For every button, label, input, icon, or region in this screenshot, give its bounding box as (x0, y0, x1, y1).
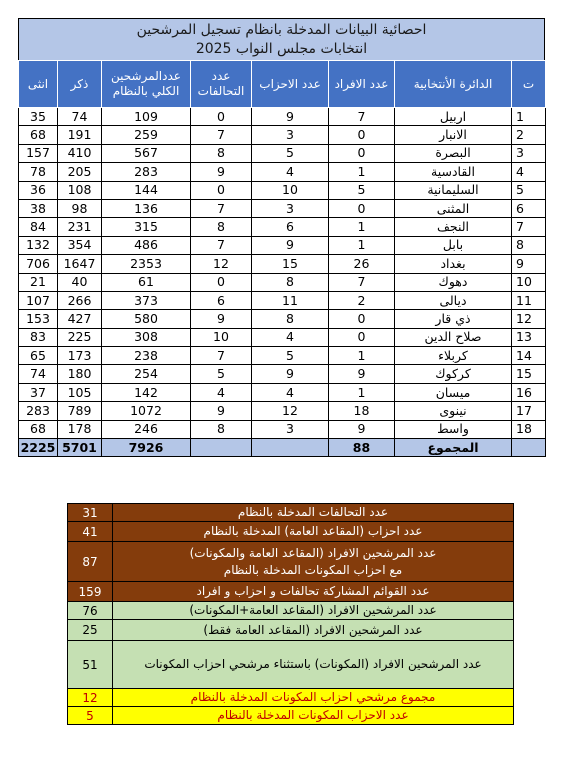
summary-label (113, 582, 514, 602)
alliances-cell: 7 (191, 199, 252, 217)
male-cell: 205 (58, 163, 102, 181)
district-name: كركوك (395, 365, 512, 383)
total-candidates-cell: 136 (102, 199, 191, 217)
female-cell: 132 (19, 236, 58, 254)
title-line-2: انتخابات مجلس النواب 2025 (195, 41, 368, 57)
female-cell: 68 (19, 126, 58, 144)
parties-cell: 4 (252, 163, 329, 181)
total-alliances-blank (191, 439, 252, 457)
row-index: 10 (512, 273, 546, 291)
alliances-cell: 10 (191, 328, 252, 346)
female-cell: 65 (19, 347, 58, 365)
alliances-cell: 12 (191, 255, 252, 273)
row-index: 7 (512, 218, 546, 236)
summary-label (113, 707, 514, 725)
summary-label-line: عدد الاحزاب المكونات المدخلة بالنظام (217, 708, 409, 722)
table-row (19, 126, 546, 144)
individuals-cell: 1 (329, 236, 395, 254)
female-cell: 83 (19, 328, 58, 346)
total-candidates-cell: 1072 (102, 402, 191, 420)
header-parties: عدد الاحزاب (252, 61, 329, 108)
summary-label-line: عدد المرشحين الافراد (المقاعد العامة+المكونات) (189, 603, 437, 617)
row-index: 1 (512, 108, 546, 126)
district-name: القادسية (395, 163, 512, 181)
header-female: انثى (19, 61, 58, 108)
alliances-cell: 8 (191, 144, 252, 162)
district-name: بابل (395, 236, 512, 254)
summary-row (68, 582, 514, 602)
row-index: 12 (512, 310, 546, 328)
total-candidates-cell: 283 (102, 163, 191, 181)
district-name: كربلاء (395, 347, 512, 365)
female-cell: 153 (19, 310, 58, 328)
row-index: 2 (512, 126, 546, 144)
header-row (19, 61, 546, 108)
parties-cell: 11 (252, 291, 329, 309)
summary-label (113, 602, 514, 620)
female-cell: 78 (19, 163, 58, 181)
table-row (19, 402, 546, 420)
male-cell: 180 (58, 365, 102, 383)
summary-value: 51 (68, 641, 113, 689)
row-index: 6 (512, 199, 546, 217)
row-index: 11 (512, 291, 546, 309)
total-candidates-cell: 308 (102, 328, 191, 346)
parties-cell: 10 (252, 181, 329, 199)
summary-label-line: مجموع مرشحي احزاب المكونات المدخلة بالنظام (190, 690, 436, 704)
total-candidates-cell: 373 (102, 291, 191, 309)
parties-cell: 4 (252, 383, 329, 401)
individuals-cell: 9 (329, 365, 395, 383)
summary-label-line: عدد المرشحين الافراد (المكونات) باستثناء مرشحي احزاب المكونات (144, 657, 482, 671)
total-candidates: 7926 (102, 439, 191, 457)
summary-row (68, 689, 514, 707)
total-female: 2225 (19, 439, 58, 457)
table-row (19, 328, 546, 346)
total-blank-cell (512, 439, 546, 457)
individuals-cell: 9 (329, 420, 395, 438)
table-row (19, 218, 546, 236)
district-name: اربيل (395, 108, 512, 126)
male-cell: 225 (58, 328, 102, 346)
row-index: 14 (512, 347, 546, 365)
alliances-cell: 9 (191, 163, 252, 181)
alliances-cell: 9 (191, 402, 252, 420)
district-name: المثنى (395, 199, 512, 217)
row-index: 9 (512, 255, 546, 273)
summary-value: 159 (68, 582, 113, 602)
district-name: دهوك (395, 273, 512, 291)
summary-label-line: عدد القوائم المشاركة تحالفات و احزاب و افراد (196, 584, 430, 598)
male-cell: 427 (58, 310, 102, 328)
parties-cell: 9 (252, 108, 329, 126)
table-row (19, 181, 546, 199)
individuals-cell: 1 (329, 347, 395, 365)
male-cell: 410 (58, 144, 102, 162)
parties-cell: 3 (252, 126, 329, 144)
title-line-1: احصائية البيانات المدخلة بانظام تسجيل المرشحين (136, 22, 427, 38)
summary-label-line: عدد احزاب (المقاعد العامة) المدخلة بالنظام (203, 524, 423, 538)
summary-label (113, 504, 514, 522)
individuals-cell: 1 (329, 383, 395, 401)
table-row (19, 236, 546, 254)
individuals-cell: 2 (329, 291, 395, 309)
individuals-cell: 26 (329, 255, 395, 273)
individuals-cell: 1 (329, 218, 395, 236)
summary-value: 5 (68, 707, 113, 725)
summary-value: 12 (68, 689, 113, 707)
parties-cell: 15 (252, 255, 329, 273)
header-index: ت (512, 61, 546, 108)
table-row (19, 144, 546, 162)
row-index: 8 (512, 236, 546, 254)
summary-label (113, 641, 514, 689)
male-cell: 1647 (58, 255, 102, 273)
table-row (19, 273, 546, 291)
male-cell: 354 (58, 236, 102, 254)
parties-cell: 6 (252, 218, 329, 236)
district-stats-table (18, 60, 546, 457)
table-row (19, 163, 546, 181)
total-candidates-cell: 486 (102, 236, 191, 254)
female-cell: 706 (19, 255, 58, 273)
male-cell: 105 (58, 383, 102, 401)
total-candidates-cell: 246 (102, 420, 191, 438)
total-row (19, 439, 546, 457)
district-name: ديالى (395, 291, 512, 309)
district-name: السليمانية (395, 181, 512, 199)
total-candidates-cell: 61 (102, 273, 191, 291)
alliances-cell: 4 (191, 383, 252, 401)
summary-label (113, 542, 514, 582)
district-name: بغداد (395, 255, 512, 273)
summary-row (68, 620, 514, 641)
summary-row (68, 504, 514, 522)
table-row (19, 108, 546, 126)
parties-cell: 3 (252, 420, 329, 438)
alliances-cell: 0 (191, 181, 252, 199)
district-name: واسط (395, 420, 512, 438)
female-cell: 35 (19, 108, 58, 126)
total-candidates-cell: 254 (102, 365, 191, 383)
total-parties-blank (252, 439, 329, 457)
total-label: المجموع (395, 439, 512, 457)
alliances-cell: 6 (191, 291, 252, 309)
female-cell: 37 (19, 383, 58, 401)
row-index: 17 (512, 402, 546, 420)
summary-value: 31 (68, 504, 113, 522)
summary-label (113, 620, 514, 641)
alliances-cell: 8 (191, 420, 252, 438)
summary-label (113, 689, 514, 707)
summary-table (67, 503, 514, 725)
header-district: الدائرة الأنتخابية (395, 61, 512, 108)
summary-row (68, 522, 514, 542)
alliances-cell: 7 (191, 236, 252, 254)
female-cell: 157 (19, 144, 58, 162)
male-cell: 98 (58, 199, 102, 217)
summary-value: 87 (68, 542, 113, 582)
individuals-cell: 0 (329, 328, 395, 346)
parties-cell: 9 (252, 365, 329, 383)
total-candidates-cell: 144 (102, 181, 191, 199)
total-individuals: 88 (329, 439, 395, 457)
parties-cell: 5 (252, 347, 329, 365)
parties-cell: 3 (252, 199, 329, 217)
district-name: ذي قار (395, 310, 512, 328)
summary-value: 25 (68, 620, 113, 641)
alliances-cell: 0 (191, 273, 252, 291)
row-index: 18 (512, 420, 546, 438)
alliances-cell: 7 (191, 347, 252, 365)
table-row (19, 383, 546, 401)
summary-row (68, 707, 514, 725)
parties-cell: 12 (252, 402, 329, 420)
female-cell: 84 (19, 218, 58, 236)
table-body (19, 108, 546, 439)
district-name: البصرة (395, 144, 512, 162)
individuals-cell: 5 (329, 181, 395, 199)
total-candidates-cell: 567 (102, 144, 191, 162)
district-name: نينوى (395, 402, 512, 420)
male-cell: 40 (58, 273, 102, 291)
alliances-cell: 9 (191, 310, 252, 328)
male-cell: 74 (58, 108, 102, 126)
total-candidates-cell: 259 (102, 126, 191, 144)
row-index: 15 (512, 365, 546, 383)
male-cell: 266 (58, 291, 102, 309)
row-index: 5 (512, 181, 546, 199)
total-candidates-cell: 315 (102, 218, 191, 236)
table-row (19, 347, 546, 365)
female-cell: 38 (19, 199, 58, 217)
parties-cell: 5 (252, 144, 329, 162)
summary-row (68, 542, 514, 582)
total-candidates-cell: 109 (102, 108, 191, 126)
female-cell: 36 (19, 181, 58, 199)
summary-label-line: عدد المرشحين الافراد (المقاعد العامة والمكونات) (189, 545, 437, 560)
table-row (19, 310, 546, 328)
header-male: ذكر (58, 61, 102, 108)
male-cell: 191 (58, 126, 102, 144)
female-cell: 74 (19, 365, 58, 383)
individuals-cell: 0 (329, 310, 395, 328)
row-index: 4 (512, 163, 546, 181)
parties-cell: 9 (252, 236, 329, 254)
summary-row (68, 641, 514, 689)
title-box (18, 18, 545, 60)
row-index: 13 (512, 328, 546, 346)
row-index: 3 (512, 144, 546, 162)
district-name: ميسان (395, 383, 512, 401)
male-cell: 178 (58, 420, 102, 438)
parties-cell: 8 (252, 310, 329, 328)
summary-value: 41 (68, 522, 113, 542)
alliances-cell: 5 (191, 365, 252, 383)
header-total-candidates: عددالمرشحين الكلي بالنظام (102, 61, 191, 108)
parties-cell: 4 (252, 328, 329, 346)
table-row (19, 255, 546, 273)
individuals-cell: 7 (329, 273, 395, 291)
statistics-panel (18, 18, 545, 457)
header-alliances: عدد التحالفات (191, 61, 252, 108)
individuals-cell: 0 (329, 199, 395, 217)
female-cell: 68 (19, 420, 58, 438)
total-candidates-cell: 238 (102, 347, 191, 365)
table-row (19, 365, 546, 383)
row-index: 16 (512, 383, 546, 401)
summary-row (68, 602, 514, 620)
table-row (19, 420, 546, 438)
summary-label-line-2: مع احزاب المكونات المدخلة بالنظام (223, 562, 403, 577)
alliances-cell: 0 (191, 108, 252, 126)
summary-label-line: عدد المرشحين الافراد (المقاعد العامة فقط) (203, 622, 423, 637)
district-name: الانبار (395, 126, 512, 144)
district-name: النجف (395, 218, 512, 236)
parties-cell: 8 (252, 273, 329, 291)
male-cell: 108 (58, 181, 102, 199)
female-cell: 283 (19, 402, 58, 420)
female-cell: 107 (19, 291, 58, 309)
individuals-cell: 0 (329, 144, 395, 162)
individuals-cell: 7 (329, 108, 395, 126)
alliances-cell: 8 (191, 218, 252, 236)
individuals-cell: 18 (329, 402, 395, 420)
total-candidates-cell: 580 (102, 310, 191, 328)
table-row (19, 291, 546, 309)
alliances-cell: 7 (191, 126, 252, 144)
summary-value: 76 (68, 602, 113, 620)
total-candidates-cell: 142 (102, 383, 191, 401)
summary-label-line: عدد التحالفات المدخلة بالنظام (237, 505, 389, 519)
male-cell: 231 (58, 218, 102, 236)
individuals-cell: 1 (329, 163, 395, 181)
header-individuals: عدد الافراد (329, 61, 395, 108)
district-name: صلاح الدين (395, 328, 512, 346)
female-cell: 21 (19, 273, 58, 291)
individuals-cell: 0 (329, 126, 395, 144)
total-male: 5701 (58, 439, 102, 457)
summary-label (113, 522, 514, 542)
male-cell: 789 (58, 402, 102, 420)
table-row (19, 199, 546, 217)
total-candidates-cell: 2353 (102, 255, 191, 273)
male-cell: 173 (58, 347, 102, 365)
